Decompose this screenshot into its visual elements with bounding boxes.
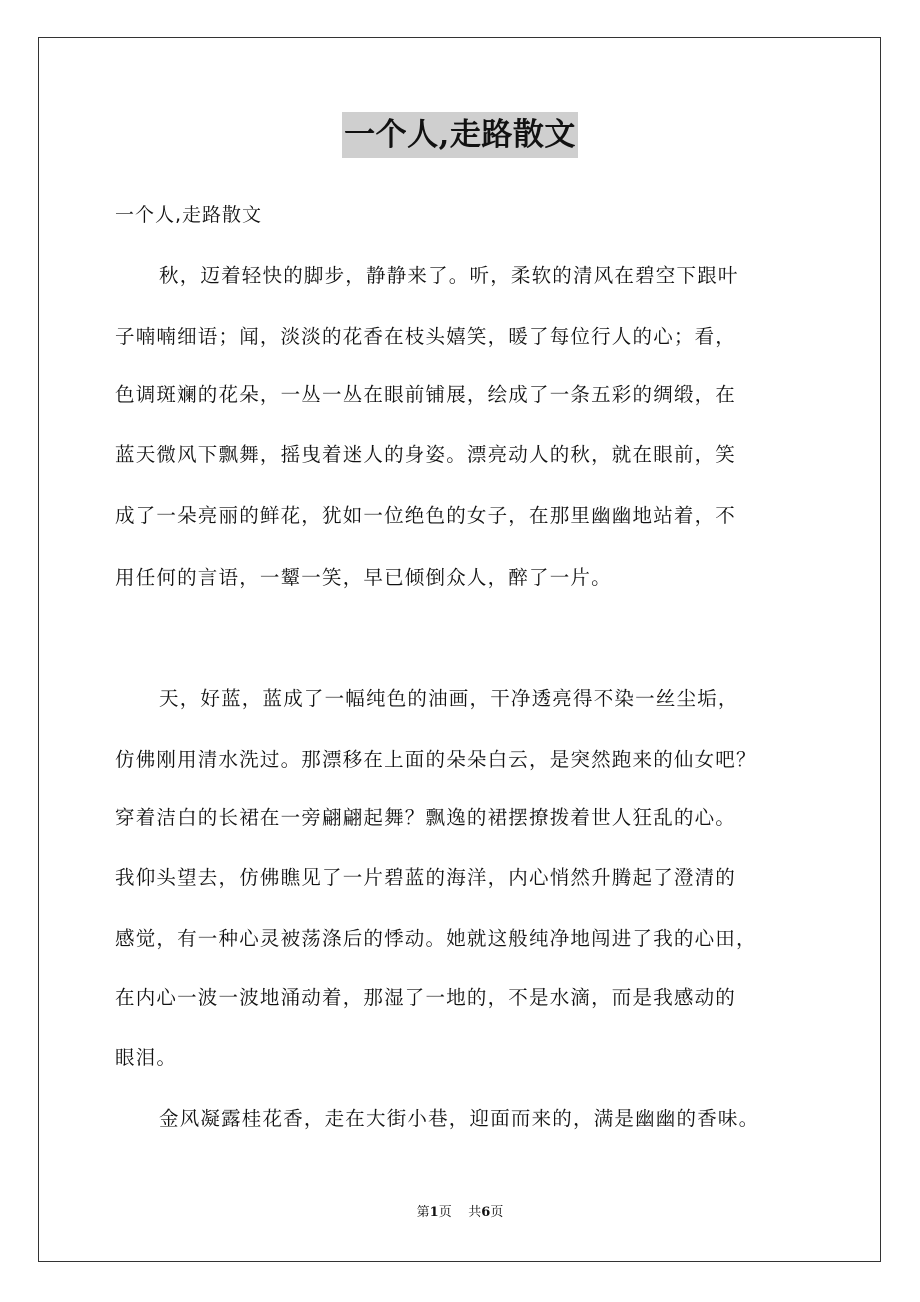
paragraph-2-line-4: 我仰头望去，仿佛瞧见了一片碧蓝的海洋，内心悄然升腾起了澄清的: [115, 866, 737, 889]
paragraph-2-line-5: 感觉，有一种心灵被荡涤后的悸动。她就这般纯净地闯进了我的心田，: [115, 927, 757, 950]
paragraph-3-line-1: 金风凝露桂花香，走在大街小巷，迎面而来的，满是幽幽的香味。: [159, 1107, 760, 1130]
footer-page-unit: 页: [438, 1205, 452, 1220]
paragraph-1-line-6: 用任何的言语，一颦一笑，早已倾倒众人，醉了一片。: [115, 566, 612, 589]
document-subtitle: 一个人,走路散文: [115, 204, 263, 226]
footer-page-prefix: 第: [416, 1205, 430, 1220]
paragraph-2-line-1: 天，好蓝，蓝成了一幅纯色的油画，干净透亮得不染一丝尘垢，: [159, 687, 739, 710]
paragraph-1-line-4: 蓝天微风下飘舞，摇曳着迷人的身姿。漂亮动人的秋，就在眼前，笑: [115, 443, 737, 466]
page-footer: [0, 1203, 920, 1223]
footer-page-current: 1: [429, 1205, 439, 1220]
paragraph-1-line-5: 成了一朵亮丽的鲜花，犹如一位绝色的女子，在那里幽幽地站着，不: [115, 504, 737, 527]
paragraph-2-line-6: 在内心一波一波地涌动着，那湿了一地的，不是水滴，而是我感动的: [115, 986, 737, 1009]
paragraph-2-line-2: 仿佛刚用清水洗过。那漂移在上面的朵朵白云，是突然跑来的仙女吧？: [115, 748, 757, 771]
paragraph-2-line-7: 眼泪。: [115, 1046, 178, 1069]
paragraph-1-line-3: 色调斑斓的花朵，一丛一丛在眼前铺展，绘成了一条五彩的绸缎，在: [115, 383, 737, 406]
footer-total-prefix: 共: [468, 1205, 482, 1220]
paragraph-2-line-3: 穿着洁白的长裙在一旁翩翩起舞？飘逸的裙摆撩拨着世人狂乱的心。: [115, 806, 737, 829]
footer-total-unit: 页: [490, 1205, 504, 1220]
paragraph-1-line-2: 子喃喃细语；闻，淡淡的花香在枝头嬉笑，暖了每位行人的心；看，: [115, 325, 737, 348]
footer-page-total: 6: [481, 1205, 491, 1220]
document-title: 一个人,走路散文: [342, 112, 578, 158]
title-container: [0, 112, 920, 158]
paragraph-1-line-1: 秋，迈着轻快的脚步，静静来了。听，柔软的清风在碧空下跟叶: [159, 264, 739, 287]
